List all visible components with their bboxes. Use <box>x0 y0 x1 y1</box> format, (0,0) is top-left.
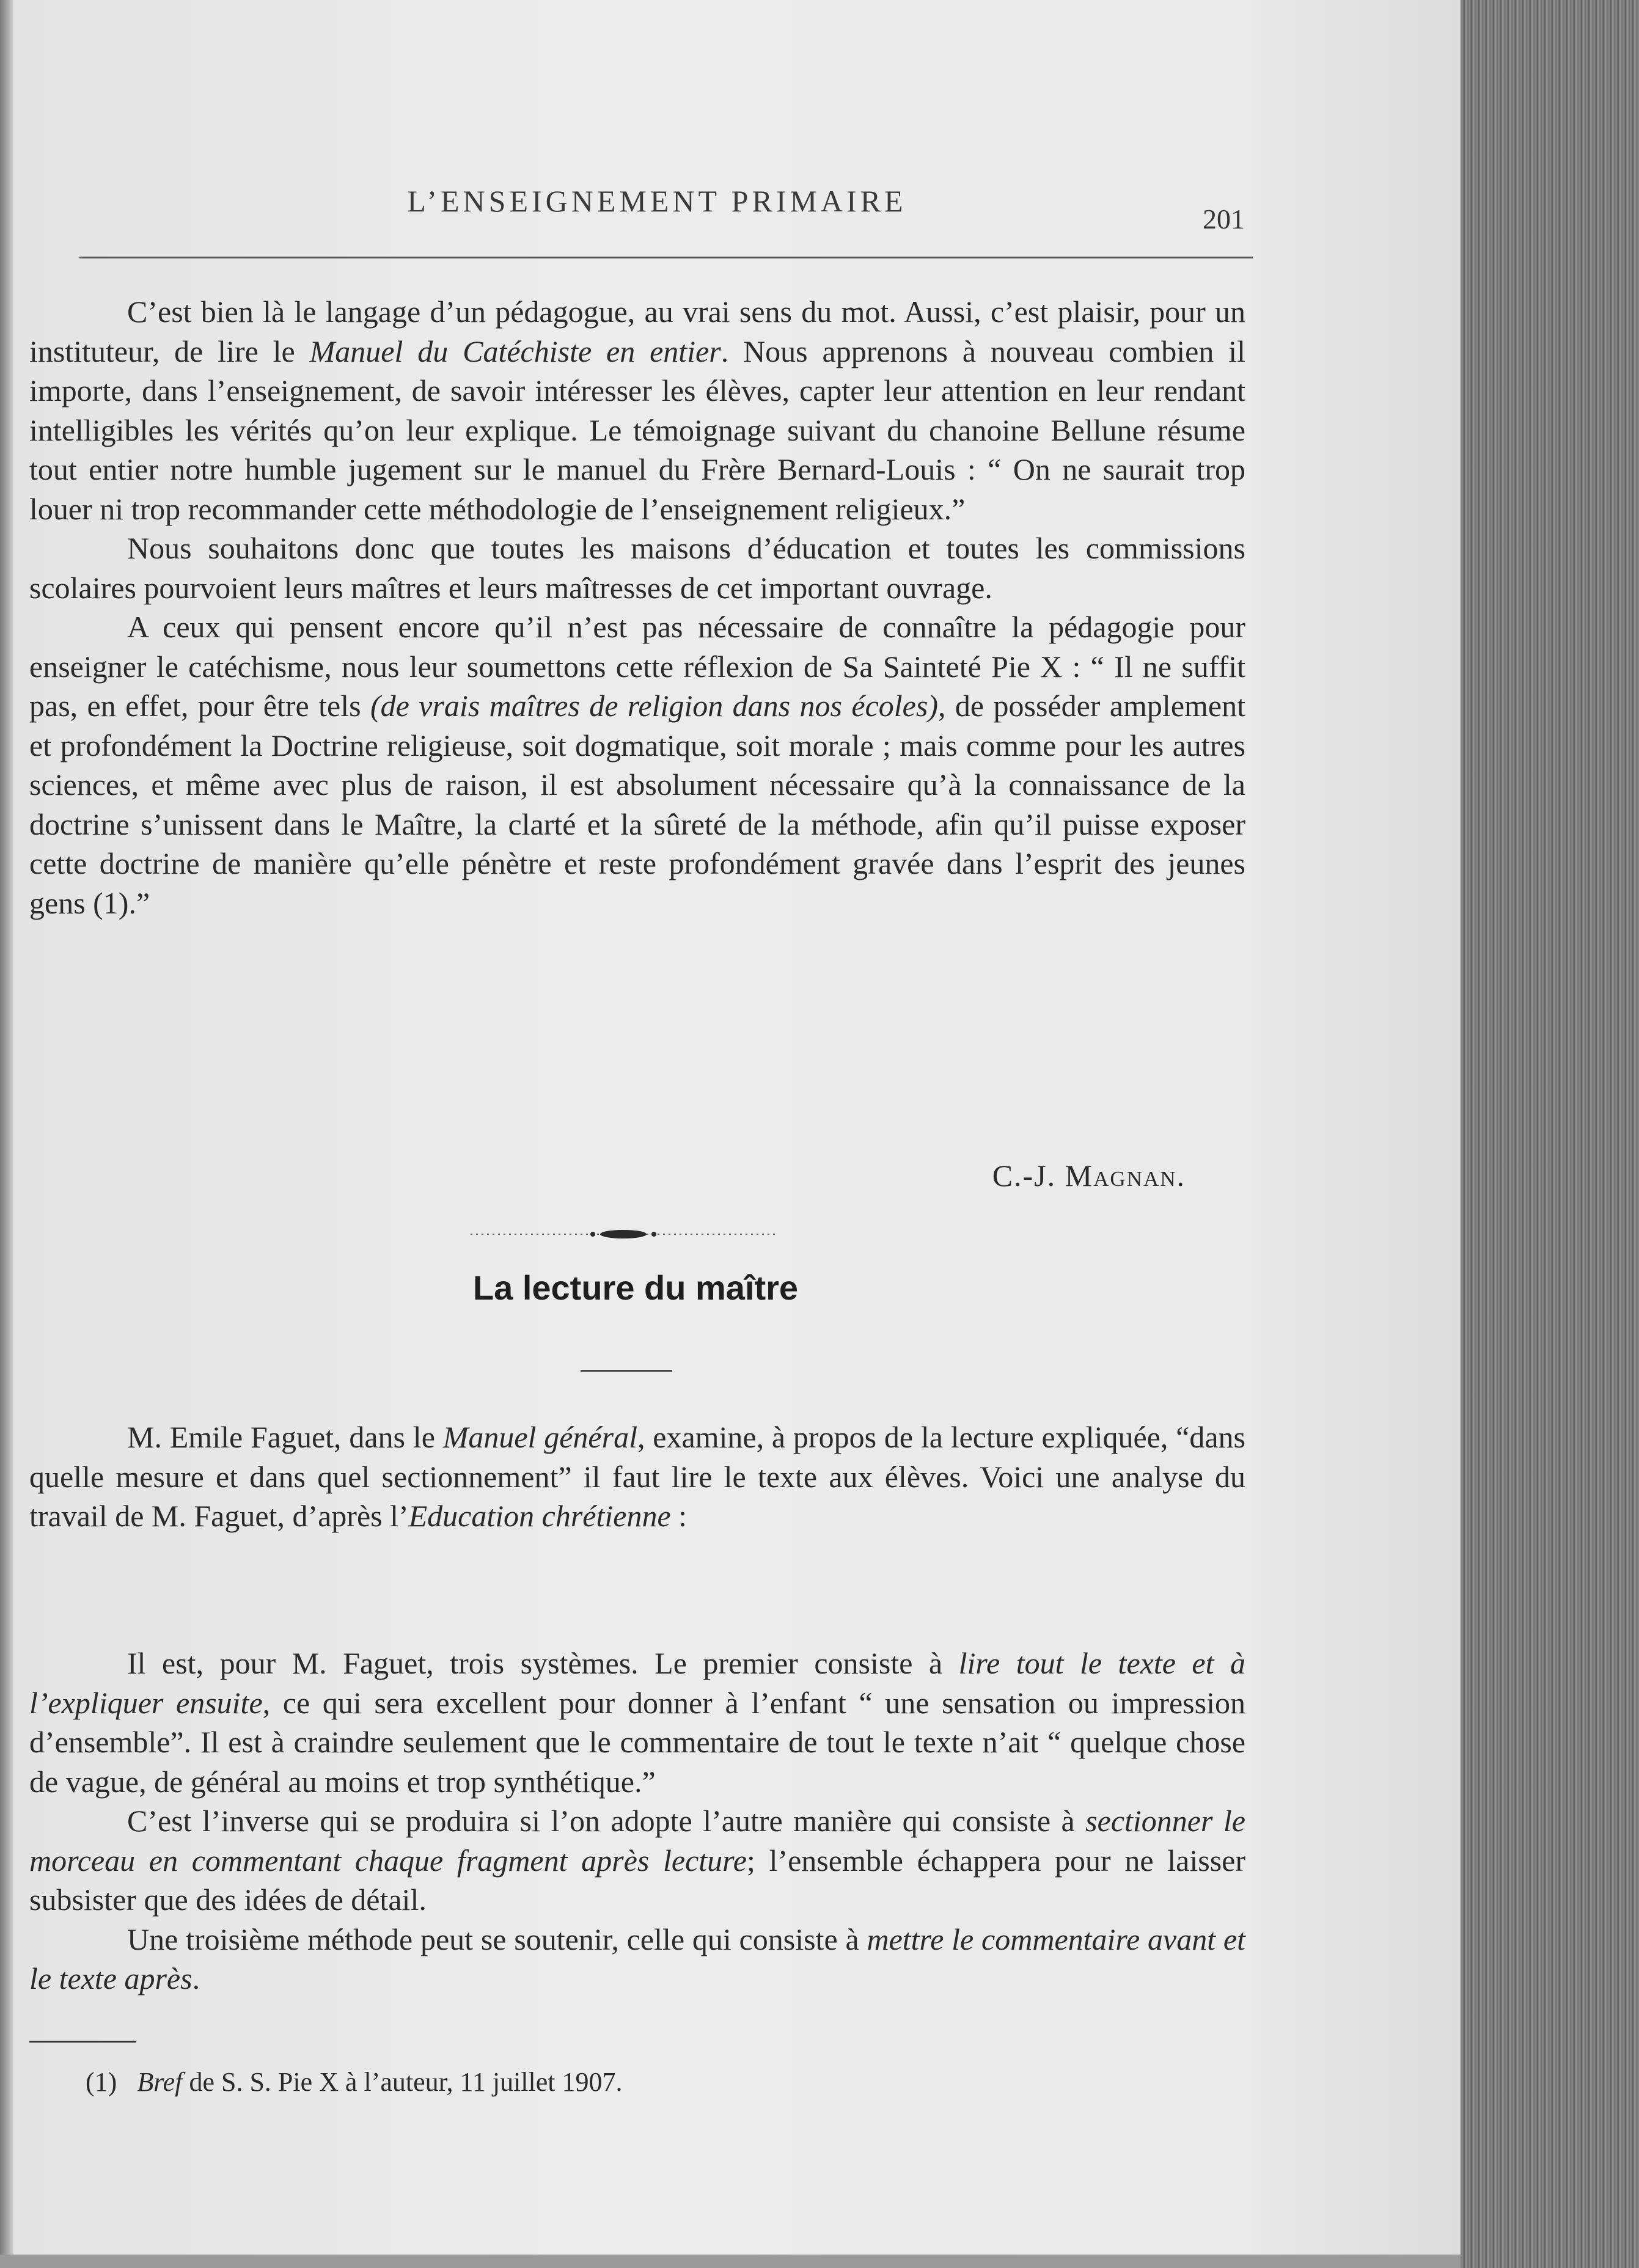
header-rule <box>79 257 1253 258</box>
footnote: (1) Bref de S. S. Pie X à l’auteur, 11 juillet 1907. <box>86 2067 623 2097</box>
book-spine-page-edges <box>1461 0 1639 2268</box>
section-title: La lecture du maître <box>472 1268 799 1307</box>
ornament-divider <box>471 1225 776 1243</box>
footnote-rule <box>29 2041 136 2043</box>
paragraph: C’est bien là le langage d’un pédagogue, au vrai sens du mot. Aussi, c’est plaisir, pour un instituteur, de lire le Manuel du Catéchiste en entier. Nous apprenons à nouveau combien il importe, dans l’enseignement, de savoir intéresser les élèves, capter leur attention en leur rendant intelligibles les vérités qu’on leur explique. Le témoignage suivant du chanoine Bellune résume tout entier notre humble jugement sur le manuel du Frère Bernard-Louis : “ On ne saurait trop louer ni trop recommander cette méthodologie de l’enseignement religieux.” <box>29 294 1245 526</box>
page-number: 201 <box>1203 203 1245 235</box>
section-title-rule <box>581 1370 672 1372</box>
paragraph: Il est, pour M. Faguet, trois systèmes. Le premier consiste à lire tout le texte et à l’expliquer ensuite, ce qui sera excellent pour donner à l’enfant “ une sensation ou impression d’ensemble”. Il est à craindre seulement que le commentaire de tout le texte n’ait “ quelque chose de vague, de général au moins et trop synthétique.” <box>29 1646 1245 1799</box>
page-left-shadow <box>0 0 13 2268</box>
paragraph: Une troisième méthode peut se soutenir, celle qui consiste à mettre le commentaire avant et le texte après. <box>29 1922 1246 1995</box>
paragraph: M. Emile Faguet, dans le Manuel général, examine, à propos de la lecture expliquée, “dans quelle mesure et dans quel sectionnement” il faut lire le texte aux élèves. Voici une analyse du travail de M. Faguet, d’après l’Education chrétienne : <box>29 1420 1246 1533</box>
paragraph: Nous souhaitons donc que toutes les maisons d’éducation et toutes les commissions scolaires pourvoient leurs maîtres et leurs maîtresses de cet important ouvrage. <box>29 531 1245 605</box>
author-signature: C.-J. Magnan. <box>992 1158 1186 1193</box>
article-lecture-intro <box>29 1418 1245 1536</box>
running-header-title: L’ENSEIGNEMENT PRIMAIRE <box>407 184 907 218</box>
article-lecture-analysis <box>29 1644 1245 1999</box>
page-bottom-edge <box>0 2255 1461 2268</box>
paragraph: A ceux qui pensent encore qu’il n’est pas nécessaire de connaître la pédagogie pour enseigner le catéchisme, nous leur soumettons cette réflexion de Sa Sainteté Pie X : “ Il ne suffit pas, en effet, pour être tels (de vrais maîtres de religion dans nos écoles), de posséder amplement et profondément la Doctrine religieuse, soit dogmatique, soit morale ; mais comme pour les autres sciences, et même avec plus de raison, il est absolument nécessaire qu’à la connaissance de la doctrine s’unissent dans le Maître, la clarté et la sûreté de la méthode, afin qu’il puisse exposer cette doctrine de manière qu’elle pénètre et reste profondément gravée dans l’esprit des jeunes gens (1).” <box>29 610 1245 920</box>
article-magnan-body <box>29 292 1245 923</box>
paragraph: C’est l’inverse qui se produira si l’on adopte l’autre manière qui consiste à sectionner le morceau en commentant chaque fragment après lecture; l’ensemble échappera pour ne laisser subsister que des idées de détail. <box>29 1804 1245 1917</box>
